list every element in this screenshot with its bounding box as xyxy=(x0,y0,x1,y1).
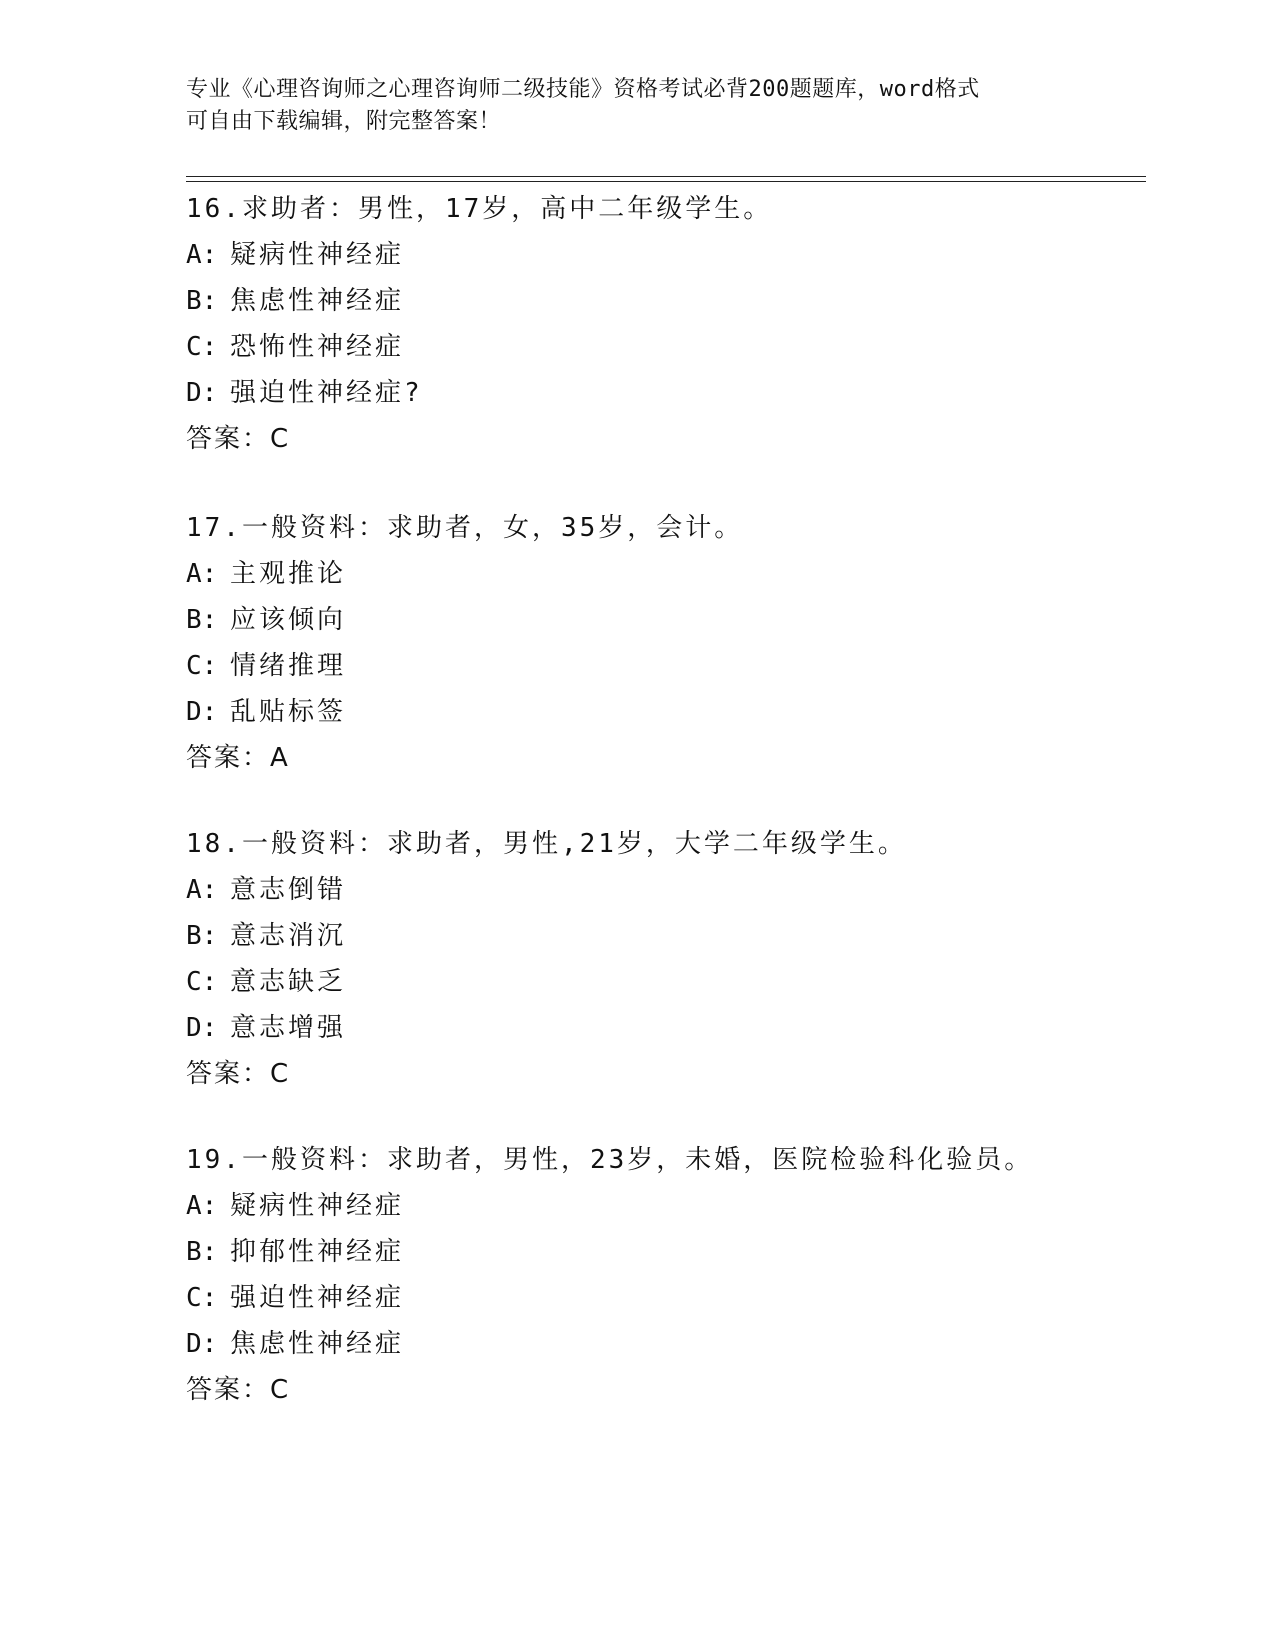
option-a xyxy=(186,867,1146,913)
option-label: C: xyxy=(186,332,218,362)
option-a xyxy=(186,551,1146,597)
option-label: D: xyxy=(186,1329,218,1359)
option-label: B: xyxy=(186,921,218,951)
header-title-line-1: 专业《心理咨询师之心理咨询师二级技能》资格考试必背200题题库，word格式 xyxy=(186,77,980,102)
option-text: 应该倾向 xyxy=(230,605,347,635)
question-stem: 16.求助者：男性，17岁，高中二年级学生。 xyxy=(186,194,773,224)
option-label: B: xyxy=(186,286,218,316)
option-label: C: xyxy=(186,1283,218,1313)
header-title-line-2: 可自由下载编辑，附完整答案！ xyxy=(186,109,502,134)
option-text: 强迫性神经症 xyxy=(230,1283,405,1313)
option-a xyxy=(186,1183,1146,1229)
document-header xyxy=(186,74,1086,138)
option-label: B: xyxy=(186,605,218,635)
option-text: 乱贴标签 xyxy=(230,697,347,727)
option-label: A: xyxy=(186,240,218,270)
header-divider-top xyxy=(186,176,1146,177)
question-stem: 19.一般资料：求助者，男性，23岁，未婚，医院检验科化验员。 xyxy=(186,1145,1034,1175)
option-label: A: xyxy=(186,875,218,905)
option-text: 情绪推理 xyxy=(230,651,347,681)
option-b xyxy=(186,1229,1146,1275)
option-text: 焦虑性神经症 xyxy=(230,1329,405,1359)
option-text: 意志消沉 xyxy=(230,921,347,951)
question-19 xyxy=(186,1137,1146,1413)
option-d xyxy=(186,689,1146,735)
option-c xyxy=(186,324,1146,370)
question-18 xyxy=(186,821,1146,1097)
option-c xyxy=(186,1275,1146,1321)
option-d xyxy=(186,1005,1146,1051)
header-divider-bottom xyxy=(186,181,1146,182)
option-label: A: xyxy=(186,1191,218,1221)
option-text: 意志增强 xyxy=(230,1013,347,1043)
option-label: C: xyxy=(186,967,218,997)
option-text: 疑病性神经症 xyxy=(230,1191,405,1221)
option-c xyxy=(186,643,1146,689)
question-17 xyxy=(186,505,1146,781)
option-d xyxy=(186,370,1146,416)
option-b xyxy=(186,597,1146,643)
option-text: 意志倒错 xyxy=(230,875,347,905)
answer-line: 答案：C xyxy=(186,1059,291,1089)
question-stem: 18.一般资料：求助者，男性,21岁，大学二年级学生。 xyxy=(186,829,907,859)
answer-line: 答案：C xyxy=(186,424,291,454)
option-text: 疑病性神经症 xyxy=(230,240,405,270)
question-16 xyxy=(186,186,1146,462)
question-stem: 17.一般资料：求助者，女，35岁，会计。 xyxy=(186,513,744,543)
option-a xyxy=(186,232,1146,278)
option-text: 意志缺乏 xyxy=(230,967,347,997)
option-text: 焦虑性神经症 xyxy=(230,286,405,316)
answer-line: 答案：C xyxy=(186,1375,291,1405)
option-text: 强迫性神经症? xyxy=(230,378,423,408)
option-label: B: xyxy=(186,1237,218,1267)
answer-line: 答案：A xyxy=(186,743,290,773)
option-b xyxy=(186,278,1146,324)
option-d xyxy=(186,1321,1146,1367)
option-c xyxy=(186,959,1146,1005)
option-label: D: xyxy=(186,378,218,408)
option-label: D: xyxy=(186,697,218,727)
option-b xyxy=(186,913,1146,959)
option-text: 抑郁性神经症 xyxy=(230,1237,405,1267)
option-label: D: xyxy=(186,1013,218,1043)
option-text: 恐怖性神经症 xyxy=(230,332,405,362)
option-text: 主观推论 xyxy=(230,559,347,589)
option-label: A: xyxy=(186,559,218,589)
option-label: C: xyxy=(186,651,218,681)
